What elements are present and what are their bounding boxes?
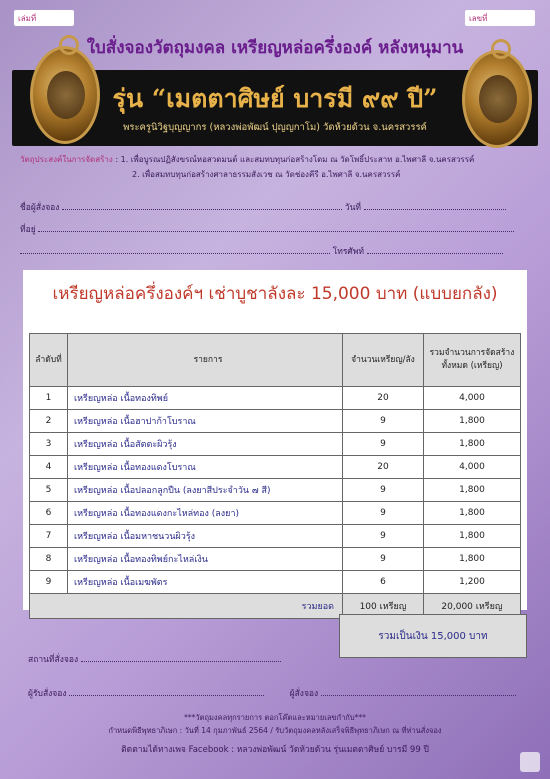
header-no: ลำดับที่ (30, 334, 68, 387)
name-row (20, 200, 530, 214)
row-qty: 20 (343, 456, 424, 479)
sum-qty: 100 เหรียญ (343, 594, 424, 619)
serial-number-label: เลขที่ (469, 13, 488, 23)
row-qty: 9 (343, 479, 424, 502)
orderer-label: ผู้สั่งจอง (289, 689, 319, 699)
address-row (20, 222, 530, 236)
orderer-field[interactable] (321, 686, 516, 696)
row-no: 3 (30, 433, 68, 456)
place-field[interactable] (81, 652, 281, 662)
row-item: เหรียญหล่อ เนื้อสัตตะผิวรุ้ง (68, 433, 343, 456)
row-item: เหรียญหล่อ เนื้อฮาปาก้าโบราณ (68, 410, 343, 433)
row-qty: 6 (343, 571, 424, 594)
row-total: 1,800 (424, 548, 521, 571)
row-qty: 9 (343, 502, 424, 525)
row-item: เหรียญหล่อ เนื้อมหาชนวนผิวรุ้ง (68, 525, 343, 548)
row-no: 7 (30, 525, 68, 548)
name-label: ชื่อผู้สั่งจอง (20, 203, 60, 213)
table-row (30, 433, 521, 456)
row-qty: 9 (343, 410, 424, 433)
row-qty: 9 (343, 548, 424, 571)
row-total: 1,800 (424, 502, 521, 525)
row-total: 1,800 (424, 525, 521, 548)
sum-label: รวมยอด (30, 594, 343, 619)
grand-total: รวมเป็นเงิน 15,000 บาท (339, 614, 527, 658)
row-total: 1,800 (424, 433, 521, 456)
table-row (30, 479, 521, 502)
table-row (30, 525, 521, 548)
row-item: เหรียญหล่อ เนื้อทองทิพย์กะไหล่เงิน (68, 548, 343, 571)
row-no: 4 (30, 456, 68, 479)
date-field[interactable] (364, 200, 506, 210)
row-no: 6 (30, 502, 68, 525)
table-row (30, 502, 521, 525)
footer-note-3: ติดตามได้ทางเพจ Facebook : หลวงพ่อพัฒน์ วัดห้วยด้วน รุ่นเมตตาศิษย์ บารมี 99 ปี (121, 745, 429, 755)
header-qty: จำนวนเหรียญ/ลัง (343, 334, 424, 387)
receiver-label: ผู้รับสั่งจอง (28, 689, 67, 699)
edition-title: รุ่น “เมตตาศิษย์ บารมี ๙๙ ปี” (112, 84, 438, 113)
order-table (29, 333, 521, 619)
address-field-2[interactable] (20, 244, 330, 254)
row-total: 1,200 (424, 571, 521, 594)
sum-total: 20,000 เหรียญ (424, 594, 521, 619)
footer-note-2: กำหนดพิธีพุทธาภิเษก : วันที่ 14 กุมภาพันธ์ 2564 / รับวัตถุมงคลหลังเสร็จพิธีพุทธาภิเษก ณ ที่ท่านสั่งจอง (108, 726, 442, 735)
row-item: เหรียญหล่อ เนื้อปลอกลูกปืน (ลงยาสีประจำวัน ๗ สี) (68, 479, 343, 502)
phone-field[interactable] (367, 244, 503, 254)
table-row (30, 456, 521, 479)
form-number-field[interactable] (14, 10, 74, 26)
purpose-line-1: : 1. เพื่อบูรณปฏิสังขรณ์หอสวดมนต์ และสมทบทุนก่อสร้างโดม ณ วัดโพธิ์ประสาท อ.ไพศาลี จ.นครสวรรค์ (115, 155, 475, 164)
address-label: ที่อยู่ (20, 225, 36, 235)
form-number-label: เล่มที่ (18, 13, 37, 23)
row-qty: 9 (343, 433, 424, 456)
table-row (30, 410, 521, 433)
row-qty: 20 (343, 387, 424, 410)
row-item: เหรียญหล่อ เนื้อทองแดงโบราณ (68, 456, 343, 479)
receiver-field[interactable] (69, 686, 264, 696)
serial-number-field[interactable] (465, 10, 535, 26)
row-total: 1,800 (424, 479, 521, 502)
header-total: รวมจำนวนการจัดสร้าง ทั้งหมด (เหรียญ) (424, 334, 521, 387)
row-no: 8 (30, 548, 68, 571)
purpose-label: วัตถุประสงค์ในการจัดสร้าง (20, 155, 113, 164)
row-item: เหรียญหล่อ เนื้อทองทิพย์ (68, 387, 343, 410)
price-title: เหรียญหล่อครึ่งองค์ฯ เช่าบูชาลังละ 15,000 บาท (แบบยกลัง) (52, 284, 498, 304)
address-field[interactable] (38, 222, 514, 232)
table-header-row (30, 334, 521, 387)
table-row (30, 387, 521, 410)
date-label: วันที่ (344, 203, 362, 213)
footer-note-1: ***วัตถุมงคลทุกรายการ ตอกโค๊ตและหมายเลขกำกับ*** (184, 713, 366, 722)
monk-name: พระครูนิวิฐบุญญากร (หลวงพ่อพัฒน์ ปุญญกาโม) วัดห้วยด้วน จ.นครสวรรค์ (123, 122, 427, 133)
phone-row (20, 244, 530, 258)
row-no: 1 (30, 387, 68, 410)
phone-label: โทรศัพท์ (332, 247, 365, 257)
row-total: 1,800 (424, 410, 521, 433)
row-item: เหรียญหล่อ เนื้อเมฆพัตร (68, 571, 343, 594)
row-no: 2 (30, 410, 68, 433)
signature-row (28, 686, 538, 700)
table-row (30, 571, 521, 594)
name-field[interactable] (62, 200, 342, 210)
row-no: 9 (30, 571, 68, 594)
table-row (30, 548, 521, 571)
row-total: 4,000 (424, 387, 521, 410)
place-label: สถานที่สั่งจอง (28, 655, 79, 665)
page-title: ใบสั่งจองวัตถุมงคล เหรียญหล่อครึ่งองค์ หลังหนุมาน (86, 38, 464, 58)
row-total: 4,000 (424, 456, 521, 479)
purpose-line-2: 2. เพื่อสมทบทุนก่อสร้างศาลาธรรมสังเวช ณ วัดช่องคีรี อ.ไพศาลี จ.นครสวรรค์ (132, 170, 401, 179)
place-row (28, 652, 328, 666)
row-no: 5 (30, 479, 68, 502)
purpose-section (20, 152, 540, 182)
corner-badge (520, 752, 540, 772)
row-qty: 9 (343, 525, 424, 548)
header-item: รายการ (68, 334, 343, 387)
row-item: เหรียญหล่อ เนื้อทองแดงกะไหล่ทอง (ลงยา) (68, 502, 343, 525)
